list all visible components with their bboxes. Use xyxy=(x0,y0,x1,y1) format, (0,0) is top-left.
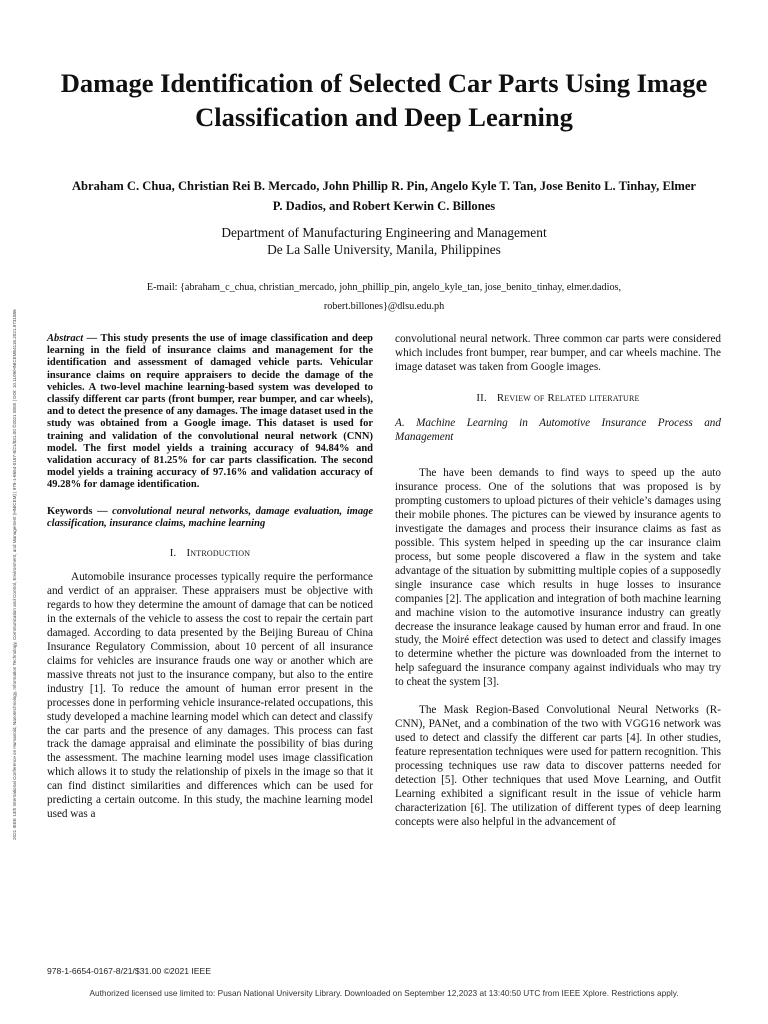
paper-title: Damage Identification of Selected Car Parts Using Image Classification and Deep Learning xyxy=(60,68,708,132)
copyright-notice: 978-1-6654-0167-8/21/$31.00 ©2021 IEEE xyxy=(47,966,212,976)
license-footer: Authorized licensed use limited to: Pusan National University Library. Downloaded on September 12,2023 at 13:40:50 UTC from IEEE Xplore. Restrictions apply. xyxy=(89,988,679,998)
author-list: Abraham C. Chua, Christian Rei B. Mercado, John Phillip R. Pin, Angelo Kyle T. Tan, Jose Benito L. Tinhay, Elmer P. Dadios, and Robert Kerwin C. Billones xyxy=(71,179,697,213)
keywords-text: convolutional neural networks, damage evaluation, image classification, insurance claims, machine learning xyxy=(47,505,373,529)
section-number: I. xyxy=(169,547,177,560)
intro-paragraph-continued: convolutional neural network. Three common car parts were considered which includes front bumper, rear bumper, and car wheels machine. The image dataset was taken from Google images. xyxy=(395,333,721,373)
section-title: Review of Related literature xyxy=(496,391,640,404)
keywords xyxy=(47,506,373,530)
subsection-heading: A. Machine Learning in Automotive Insurance Process and Management xyxy=(395,416,721,444)
section-heading-introduction xyxy=(47,547,373,559)
right-column xyxy=(395,333,721,830)
keywords-label: Keywords — xyxy=(47,505,108,517)
abstract xyxy=(47,333,373,492)
abstract-text: This study presents the use of image classification and deep learning in the field of insurance claims and management for the identification and assessment of damaged vehicle parts. Vehicular insurance claims on require appraisers to decide the damage of the vehicles. A two-level machine learning-based system was developed to classify different car parts (front bumper, rear bumper, and car wheels), and to detect the presence of any damages. The image dataset used in the study was obtained from a Google image. This dataset is used for training and validation of the convolutional neural network (CNN) model. The first model yields a training accuracy of 94.84% and validation accuracy of 81.25% for car parts classification. The second model yields a training accuracy of 97.16% and validation accuracy of 49.28% for damage identification. xyxy=(47,333,374,491)
intro-paragraph: Automobile insurance processes typically require the performance and verdict of an appraiser. These appraisers must be objective with regards to how they determine the amount of damage that can be noticed in the externals of the vehicle to assess the cost to repair the certain part damaged. According to data presented by the Beijing Bureau of China Insurance Regulatory Commission, about 10 percent of all insurance claims for vehicles are insurance frauds one way or another which are massive threats not just to the insurance company, but also to the entire industry [1]. To reduce the amount of human error present in the processes done in performing vehicle insurance-related occupations, this study developed a machine learning model which can detect and classify the car parts and the presence of any damages. This process can fast track the damage appraisal and eliminate the possibility of bias during the assessment. The machine learning model uses image classification which allows it to study the relationship of pixels in the image so that it can find distinct similarities and differences which can be used for predicting a certain outcome. In this study, the machine learning model used was a xyxy=(47,571,373,821)
abstract-label: Abstract — xyxy=(47,333,98,344)
left-column xyxy=(47,333,373,822)
review-paragraph-1: The have been demands to find ways to speed up the auto insurance process. One of the solutions that was proposed is by prompting customers to upload pictures of their vehicle’s damages using their mobile phones. The pictures can be viewed by insurance agents to investigate the damages and process their insurance claims as fast as possible. This system helped in speeding up the car insurance claim process, but some people discovered a flaw in the system and take advantage of the situation by submitting multiple copies of a supposedly single insurance case which results in huge losses to insurance companies [2]. The application and integration of both machine learning and machine vision to the automotive insurance industry can greatly decrease the insurance leakage caused by human error and fraud. In one study, the Moiré effect detection was used to detect and classify images to determine whether the picture was downloaded from the internet to help safeguard the insurance company against individuals who may try to cheat the system [3]. xyxy=(395,467,721,689)
side-citation-note xyxy=(12,180,22,840)
section-title: Introduction xyxy=(186,547,251,560)
author-emails: E-mail: {abraham_c_chua, christian_mercado, john_phillip_pin, angelo_kyle_tan, jose_benito_tinhay, elmer.dadios, robert.billones}@dlsu.edu.ph xyxy=(146,282,622,312)
section-number: II. xyxy=(476,391,487,404)
affiliation-department: Department of Manufacturing Engineering and Management xyxy=(221,225,547,240)
affiliation-university: De La Salle University, Manila, Philippines xyxy=(267,242,501,257)
side-citation-text: 2021 IEEE 13th International Conference on Humanoid, Nanotechnology, Information Technology, Communication and Control, Environment, and Management (HNICEM) | 978-1-6654-0167-8/21/$31.00 ©2021 IEEE | DOI: 10.1109/HNICEM54116.2021.9731886 xyxy=(12,309,17,840)
section-heading-review xyxy=(395,392,721,404)
affiliation xyxy=(60,224,708,258)
review-paragraph-2: The Mask Region-Based Convolutional Neural Networks (R-CNN), PANet, and a combination of the two with VGG16 network was used to detect and classify the different car parts [4]. In other studies, feature representation techniques were used for pattern recognition. This processing techniques use raw data to discover patterns needed for detection [5]. Other techniques that used Move Learning, and Outfit Learning exhibited a significant result in the issue of vehicle harm characterization [6]. The utilization of different types of deep learning concepts were also helpful in the advancement of xyxy=(395,704,721,828)
